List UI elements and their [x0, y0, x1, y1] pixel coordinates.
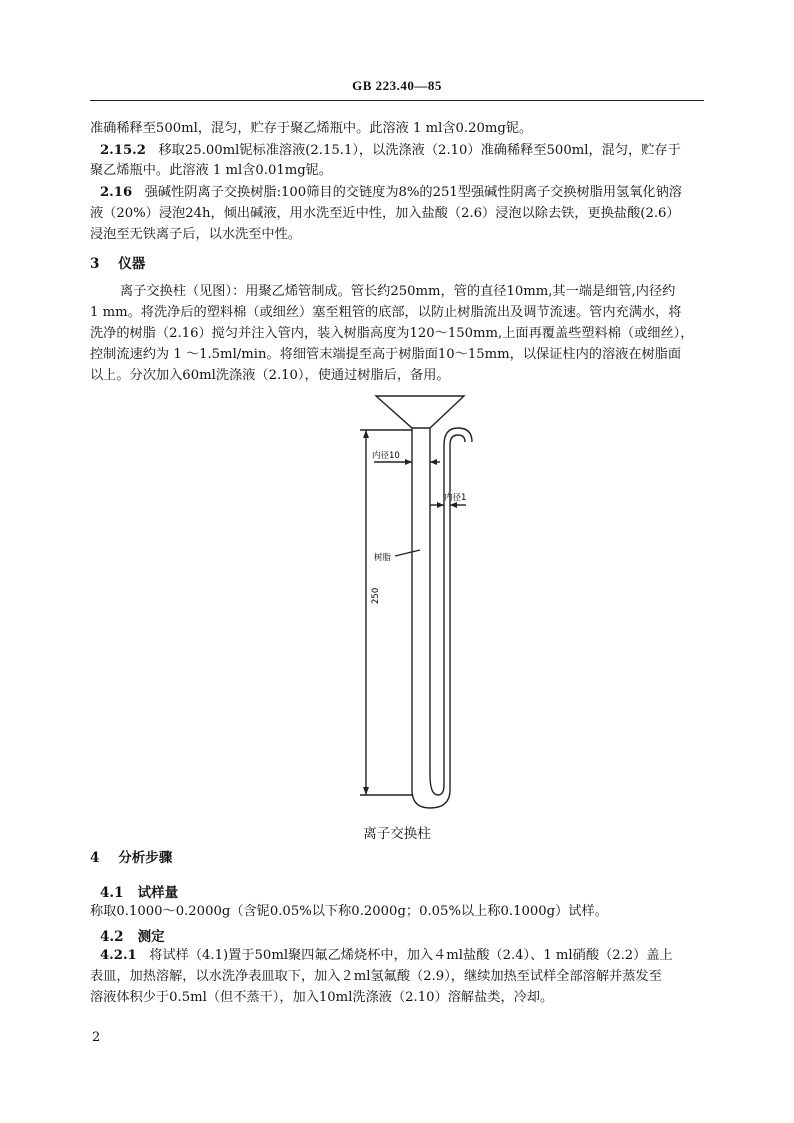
clause-number: 2.16 [100, 185, 133, 200]
section-title: 仪器 [118, 256, 146, 272]
section-title: 分析步骤 [118, 850, 173, 866]
dimension-arrow-bottom [363, 787, 369, 795]
paragraph-line: 控制流速约为 1 ～1.5ml/min。将细管末端提至高于树脂面10～15mm，以保证柱内的溶液在树脂面 [90, 347, 682, 362]
dimension-arrow-top [363, 430, 369, 438]
section-number: 3 [90, 256, 100, 272]
clause-number: 2.15.2 [100, 143, 146, 158]
page-number: 2 [92, 1030, 101, 1045]
subsection-title: 试样量 [137, 885, 179, 901]
clause-text: 将试样（4.1)置于50ml聚四氟乙烯烧杯中，加入４ml盐酸（2.4）、1 ml硝酸（2.2）盖上 [149, 948, 673, 963]
paragraph-4-2-1 [100, 947, 673, 965]
paragraph-line: 称取0.1000～0.2000g（含铌0.05%以下称0.2000g；0.05%以上称0.1000g）试样。 [90, 904, 608, 919]
label-inner-diameter-10: 内径10 [372, 451, 400, 461]
tube-bottom-bend [412, 790, 450, 808]
thin-tube-hook [444, 428, 472, 445]
clause-text: 移取25.00ml铌标准溶液(2.15.1），以洗涤液（2.10）准确稀释至500ml，混匀，贮存于 [158, 143, 681, 158]
paragraph-line: 液（20%）浸泡24h，倾出碱液，用水洗至近中性，加入盐酸（2.6）浸泡以除去铁，更换盐酸(2.6） [90, 206, 680, 221]
subsection-number: 4.2 [100, 929, 124, 945]
paragraph-line: 表皿，加热溶解，以水洗净表皿取下，加入２ml氢氟酸（2.9），继续加热至试样全部溶解并蒸发至 [90, 969, 662, 984]
funnel-top [376, 396, 464, 428]
label-resin: 树脂 [374, 553, 392, 563]
paragraph-line: 以上。分次加入60ml洗涤液（2.10），使通过树脂后，备用。 [90, 368, 450, 383]
paragraph-line: 准确稀释至500ml，混匀，贮存于聚乙烯瓶中。此溶液 1 ml含0.20mg铌。 [90, 121, 533, 136]
paragraph-line: 1 mm。将洗净后的塑料棉（或细丝）塞至粗管的底部，以防止树脂流出及调节流速。管内充满水，将 [90, 305, 682, 320]
paragraph-line: 聚乙烯瓶中。此溶液 1 ml含0.01mg铌。 [90, 163, 333, 178]
paragraph-line: 洗净的树脂（2.16）搅匀并注入管内，装入树脂高度为120～150mm,上面再覆盖些塑料棉（或细丝）， [90, 326, 694, 341]
subsection-number: 4.1 [100, 885, 124, 901]
figure-caption: 离子交换柱 [363, 826, 431, 842]
subsection-4-2-heading [100, 925, 165, 945]
section-number: 4 [90, 850, 100, 866]
paragraph-line: 溶液体积少于0.5ml（但不蒸干），加入10ml洗涤液（2.10）溶解盐类，冷却。 [90, 990, 554, 1005]
subsection-4-1-heading [100, 881, 178, 901]
subsection-title: 测定 [137, 929, 165, 945]
standard-header: GB 223.40—85 [352, 78, 442, 93]
paragraph-line: 离子交换柱（见图）：用聚乙烯管制成。管长约250mm，管的直径10mm,其一端是细管,内径约 [120, 284, 676, 299]
clause-number: 4.2.1 [100, 948, 137, 963]
section-4-heading [90, 846, 172, 866]
label-length-250: 250 [371, 587, 381, 604]
clause-text: 强碱性阴离子交换树脂:100筛目的交链度为8%的251型强碱性阴离子交换树脂用氢氧化钠溶 [144, 185, 682, 200]
paragraph-line: 浸泡至无铁离子后，以水洗至中性。 [90, 227, 301, 242]
label-inner-diameter-1: 内径1 [444, 493, 467, 503]
